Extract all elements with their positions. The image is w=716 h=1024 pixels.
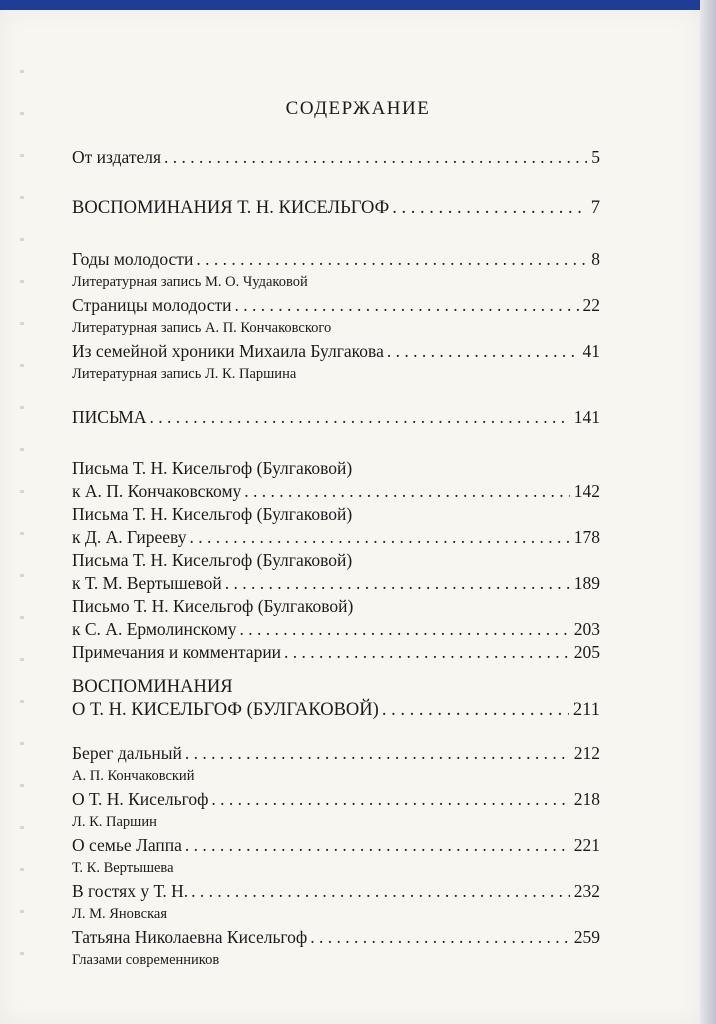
toc-entry-title: Берег дальный xyxy=(72,743,182,763)
toc-entry-publisher xyxy=(72,146,600,169)
toc-entry-title-line: Письмо Т. Н. Кисельгоф (Булгаковой) xyxy=(72,596,354,616)
toc-entry-credit: Литературная запись А. П. Кончаковского xyxy=(72,320,332,336)
page-edge xyxy=(700,0,716,1024)
toc-page-number: 22 xyxy=(582,295,600,315)
toc-entry-lappa xyxy=(72,834,600,857)
leader-dots xyxy=(240,618,570,641)
toc-section-title: ВОСПОМИНАНИЯ Т. Н. КИСЕЛЬГОФ xyxy=(72,198,390,218)
toc-page-number: 5 xyxy=(591,147,600,167)
toc-section-title: ПИСЬМА xyxy=(72,407,147,427)
leader-dots xyxy=(191,880,570,903)
toc-page-number: 259 xyxy=(573,927,600,947)
toc-entry-title: Страницы молодости xyxy=(72,295,232,315)
leader-dots xyxy=(244,480,569,503)
toc-entry-credit: Литературная запись М. О. Чудаковой xyxy=(72,274,308,290)
toc-entry-family-chronicle xyxy=(72,340,600,363)
leader-dots xyxy=(211,788,569,811)
toc-entry-about-tn xyxy=(72,788,600,811)
toc-entry-title: В гостях у Т. Н. xyxy=(72,881,189,901)
leader-dots xyxy=(235,294,579,317)
toc-entry-letter-vertysheva xyxy=(72,572,600,595)
toc-entry-title-line: Письма Т. Н. Кисельгоф (Булгаковой) xyxy=(72,550,353,570)
toc-entry-author: Л. К. Паршин xyxy=(72,814,157,830)
toc-entry-youth-years xyxy=(72,248,600,271)
toc-entry-credit: Литературная запись Л. К. Паршина xyxy=(72,366,297,382)
leader-dots xyxy=(164,146,587,169)
toc-entry-author: Л. М. Яновская xyxy=(72,906,168,922)
toc-entry-title: Примечания и комментарии xyxy=(72,642,282,662)
toc-page-number: 232 xyxy=(573,881,600,901)
toc-entry-title: О семье Лаппа xyxy=(72,835,182,855)
leader-dots xyxy=(387,340,579,363)
toc-entry-author: А. П. Кончаковский xyxy=(72,768,195,784)
toc-entry-title: От издателя xyxy=(72,147,162,167)
leader-dots xyxy=(284,641,570,664)
toc-entry-guests xyxy=(72,880,600,903)
toc-entry-author: Т. К. Вертышева xyxy=(72,860,174,876)
toc-entry-letter-konchakovsky xyxy=(72,480,600,503)
leader-dots xyxy=(185,742,570,765)
toc-section-letters xyxy=(72,406,600,429)
page-title: СОДЕРЖАНИЕ xyxy=(285,98,431,119)
toc-section-memoirs-about xyxy=(72,699,600,722)
toc-entry-title: Татьяна Николаевна Кисельгоф xyxy=(72,927,308,947)
toc-page-number: 141 xyxy=(573,407,600,427)
binding-stitch xyxy=(20,70,24,970)
leader-dots xyxy=(189,526,569,549)
toc-page-number: 205 xyxy=(573,642,600,662)
toc-page-number: 8 xyxy=(591,249,600,269)
toc-entry-title: Годы молодости xyxy=(72,249,194,269)
toc-entry-letter-ermolinsky xyxy=(72,618,600,641)
toc-section-title: О Т. Н. КИСЕЛЬГОФ (БУЛГАКОВОЙ) xyxy=(72,700,379,720)
toc-entry-shore xyxy=(72,742,600,765)
toc-page-number: 211 xyxy=(572,700,600,720)
toc-entry-title: к Т. М. Вертышевой xyxy=(72,573,222,593)
leader-dots xyxy=(185,834,570,857)
toc-page-number: 41 xyxy=(582,341,600,361)
toc-entry-notes xyxy=(72,641,600,664)
toc-page-number: 203 xyxy=(573,619,600,639)
toc-entry-title: О Т. Н. Кисельгоф xyxy=(72,789,209,809)
toc-page-number: 142 xyxy=(573,481,600,501)
toc-page-number: 189 xyxy=(573,573,600,593)
leader-dots xyxy=(150,406,570,429)
leader-dots xyxy=(382,699,569,722)
toc-entry-subtitle: Глазами современников xyxy=(72,952,220,968)
toc-page-number: 7 xyxy=(590,198,600,218)
table-of-contents xyxy=(72,146,600,972)
leader-dots xyxy=(225,572,570,595)
toc-page-number: 212 xyxy=(573,743,600,763)
toc-entry-title: к Д. А. Гирееву xyxy=(72,527,187,547)
toc-entry-tatiana xyxy=(72,926,600,949)
toc-section-memoirs xyxy=(72,197,600,220)
toc-entry-title: к С. А. Ермолинскому xyxy=(72,619,237,639)
toc-section-title-line: ВОСПОМИНАНИЯ xyxy=(72,677,233,697)
toc-entry-title-line: Письма Т. Н. Кисельгоф (Булгаковой) xyxy=(72,458,353,478)
toc-entry-title: к А. П. Кончаковскому xyxy=(72,481,242,501)
leader-dots xyxy=(392,197,587,220)
toc-entry-letter-gireev xyxy=(72,526,600,549)
toc-page-number: 178 xyxy=(573,527,600,547)
leader-dots xyxy=(310,926,569,949)
toc-page-number: 218 xyxy=(573,789,600,809)
toc-entry-youth-pages xyxy=(72,294,600,317)
toc-page-number: 221 xyxy=(573,835,600,855)
toc-entry-title-line: Письма Т. Н. Кисельгоф (Булгаковой) xyxy=(72,504,353,524)
toc-entry-title: Из семейной хроники Михаила Булгакова xyxy=(72,341,384,361)
leader-dots xyxy=(196,248,587,271)
